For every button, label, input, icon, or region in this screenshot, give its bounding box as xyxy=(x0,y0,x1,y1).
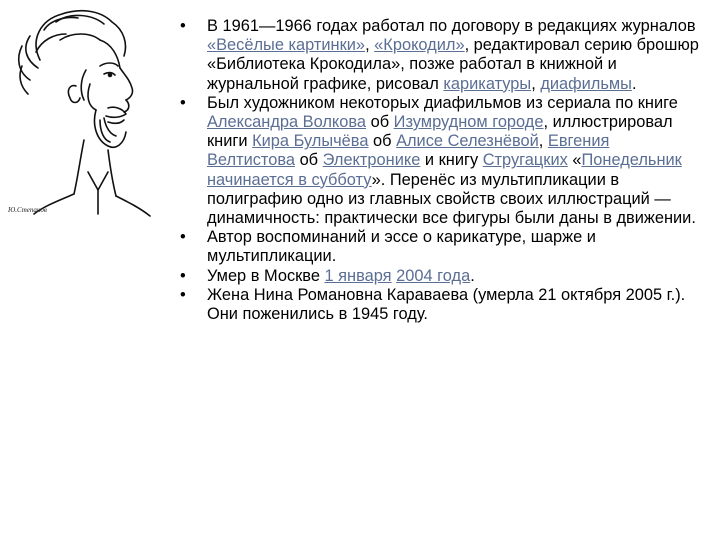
bullet-text: , редактировал серию брошюр «Библиотека Крокодила», позже работал в книжной и журнальной графике, рисовал xyxy=(207,36,699,93)
bullet-link[interactable]: 2004 года xyxy=(396,266,471,285)
bullet-text: В 1961—1966 годах работал по договору в редакциях журналов xyxy=(207,17,696,35)
bullet-text: об xyxy=(368,132,397,151)
bullet-item xyxy=(180,94,700,228)
bullet-link[interactable]: карикатуры xyxy=(443,74,532,93)
bullet-link[interactable]: «Весёлые картинки» xyxy=(207,36,366,55)
bullet-text: . xyxy=(470,266,475,285)
bullet-link[interactable]: диафильмы xyxy=(540,74,632,93)
portrait-signature: Ю.Степанов xyxy=(8,206,47,214)
bullet-marker: • xyxy=(180,17,186,35)
bullet-item xyxy=(180,286,700,324)
bullet-link[interactable]: Понедельник начинается в субботу xyxy=(207,151,682,189)
biography-text xyxy=(180,17,700,324)
bullet-link[interactable]: Евгения Велтистова xyxy=(207,132,610,170)
bullet-marker: • xyxy=(180,228,186,247)
bullet-text: , иллюстрировал книги xyxy=(207,113,673,151)
bullet-text: , xyxy=(531,74,541,93)
bullet-marker: • xyxy=(180,93,186,112)
bullet-text: об xyxy=(366,113,394,132)
bullet-text: ». Перенёс из мультипликации в полиграфию одно из главных свойств своих иллюстраций — динамичность: практически все фигуры были даны в движении. xyxy=(207,170,696,228)
bullet-marker: • xyxy=(180,285,186,304)
caricature-portrait xyxy=(0,0,165,230)
bullet-text: и книгу xyxy=(420,151,483,170)
bullet-text: Умер в Москве xyxy=(207,266,325,285)
bullet-link[interactable]: Алисе Селезнёвой xyxy=(396,132,539,151)
bullet-marker: • xyxy=(180,266,186,285)
bullet-link[interactable]: Электронике xyxy=(322,151,421,170)
bullet-link[interactable]: «Крокодил» xyxy=(374,36,465,55)
bullet-list xyxy=(180,17,700,324)
bullet-text: , xyxy=(365,36,375,55)
bullet-text: , xyxy=(538,132,548,151)
bullet-text: Автор воспоминаний и эссе о карикатуре, шарже и мультипликации. xyxy=(207,228,596,266)
caricature-drawing xyxy=(0,0,165,230)
bullet-link[interactable]: Изумрудном городе xyxy=(393,113,544,132)
bullet-item xyxy=(180,228,700,266)
bullet-link[interactable]: 1 января xyxy=(324,266,392,285)
bullet-text: . xyxy=(631,74,637,93)
bullet-text: Был художником некоторых диафильмов из сериала по книге xyxy=(207,93,678,112)
bullet-link[interactable]: Александра Волкова xyxy=(207,113,367,132)
bullet-item xyxy=(180,17,700,94)
bullet-link[interactable]: Кира Булычёва xyxy=(252,132,369,151)
bullet-link[interactable]: Стругацких xyxy=(482,151,568,170)
bullet-text: « xyxy=(567,151,582,170)
bullet-item xyxy=(180,267,700,286)
bullet-text: Жена Нина Романовна Караваева (умерла 21 октября 2005 г.). Они поженились в 1945 году. xyxy=(207,285,686,324)
bullet-text: об xyxy=(295,151,323,170)
